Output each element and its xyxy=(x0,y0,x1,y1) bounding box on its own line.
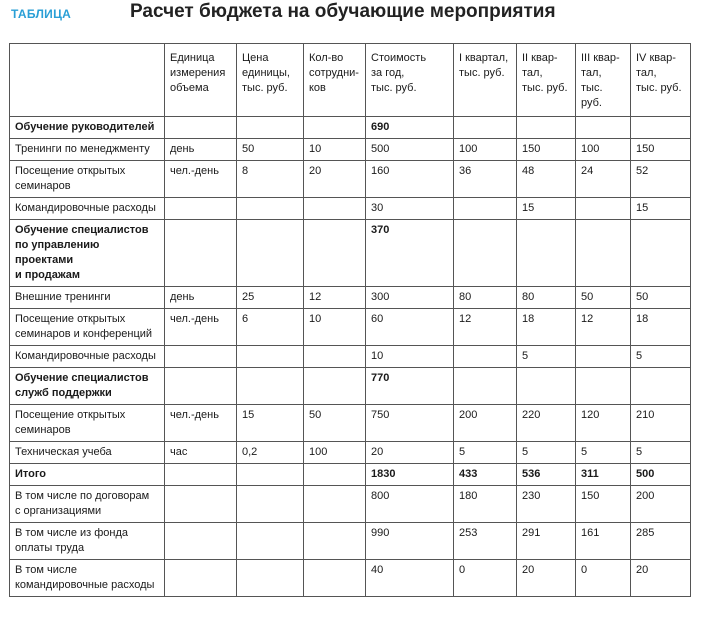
table-cell xyxy=(165,117,237,139)
table-cell: 285 xyxy=(631,523,691,560)
table-cell: 15 xyxy=(631,198,691,220)
table-cell xyxy=(454,368,517,405)
table-cell: 25 xyxy=(237,287,304,309)
table-cell xyxy=(165,523,237,560)
table-cell xyxy=(454,220,517,287)
section-row xyxy=(10,117,691,139)
table-body xyxy=(10,117,691,597)
column-header: Кол-во сотрудни- ков xyxy=(304,44,366,117)
table-cell: 200 xyxy=(631,486,691,523)
table-cell: час xyxy=(165,442,237,464)
table-cell: 433 xyxy=(454,464,517,486)
table-cell xyxy=(237,523,304,560)
column-header: IV квар- тал, тыс. руб. xyxy=(631,44,691,117)
table-cell: 50 xyxy=(576,287,631,309)
table-cell: 36 xyxy=(454,161,517,198)
table-row xyxy=(10,198,691,220)
row-label-cell: Обучение специалистов по управлению проектами и продажам xyxy=(10,220,165,287)
table-cell: 500 xyxy=(631,464,691,486)
table-cell: 300 xyxy=(366,287,454,309)
table-cell: 18 xyxy=(631,309,691,346)
row-label-cell: Внешние тренинги xyxy=(10,287,165,309)
table-row xyxy=(10,405,691,442)
table-cell: 5 xyxy=(454,442,517,464)
table-cell xyxy=(517,117,576,139)
row-label-cell: В том числе по договорам с организациями xyxy=(10,486,165,523)
header-row xyxy=(10,44,691,117)
table-cell: 50 xyxy=(237,139,304,161)
table-cell: 30 xyxy=(366,198,454,220)
table-cell xyxy=(304,368,366,405)
table-row xyxy=(10,560,691,597)
row-label-cell: Обучение специалистов служб поддержки xyxy=(10,368,165,405)
table-cell: 0,2 xyxy=(237,442,304,464)
table-cell: день xyxy=(165,287,237,309)
table-cell: 161 xyxy=(576,523,631,560)
table-cell xyxy=(237,486,304,523)
table-cell: 210 xyxy=(631,405,691,442)
table-cell xyxy=(237,346,304,368)
table-cell xyxy=(304,464,366,486)
table-cell: 52 xyxy=(631,161,691,198)
table-header xyxy=(10,44,691,117)
table-cell: 5 xyxy=(517,346,576,368)
row-label-cell: В том числе командировочные расходы xyxy=(10,560,165,597)
table-row xyxy=(10,161,691,198)
table-cell xyxy=(576,346,631,368)
table-cell: 0 xyxy=(576,560,631,597)
table-cell: 12 xyxy=(304,287,366,309)
table-cell: 100 xyxy=(304,442,366,464)
table-cell xyxy=(517,220,576,287)
table-cell: чел.-день xyxy=(165,161,237,198)
table-cell: 15 xyxy=(517,198,576,220)
table-cell: 311 xyxy=(576,464,631,486)
table-cell xyxy=(237,368,304,405)
table-cell: 20 xyxy=(366,442,454,464)
table-cell xyxy=(631,117,691,139)
section-row xyxy=(10,220,691,287)
section-row xyxy=(10,464,691,486)
table-row xyxy=(10,139,691,161)
table-cell: 800 xyxy=(366,486,454,523)
column-header: III квар- тал, тыс. руб. xyxy=(576,44,631,117)
table-cell xyxy=(631,220,691,287)
table-cell: 50 xyxy=(631,287,691,309)
table-cell: 120 xyxy=(576,405,631,442)
column-header: II квар- тал, тыс. руб. xyxy=(517,44,576,117)
table-row xyxy=(10,442,691,464)
table-cell: 160 xyxy=(366,161,454,198)
table-cell xyxy=(165,198,237,220)
table-cell: 20 xyxy=(517,560,576,597)
table-cell: 10 xyxy=(366,346,454,368)
table-cell xyxy=(237,464,304,486)
table-label: ТАБЛИЦА xyxy=(11,7,72,21)
table-row xyxy=(10,523,691,560)
row-label-cell: Посещение открытых семинаров и конференций xyxy=(10,309,165,346)
table-cell: 100 xyxy=(576,139,631,161)
table-cell xyxy=(304,560,366,597)
table-cell: 8 xyxy=(237,161,304,198)
table-cell xyxy=(631,368,691,405)
table-cell xyxy=(576,117,631,139)
table-cell xyxy=(165,486,237,523)
table-cell: 180 xyxy=(454,486,517,523)
row-label-cell: Обучение руководителей xyxy=(10,117,165,139)
table-cell xyxy=(576,368,631,405)
table-cell: 5 xyxy=(576,442,631,464)
row-label-cell: Итого xyxy=(10,464,165,486)
table-cell: 18 xyxy=(517,309,576,346)
table-cell: 60 xyxy=(366,309,454,346)
table-cell: 690 xyxy=(366,117,454,139)
column-header: I квартал, тыс. руб. xyxy=(454,44,517,117)
table-cell: 48 xyxy=(517,161,576,198)
table-cell: чел.-день xyxy=(165,405,237,442)
table-cell xyxy=(576,220,631,287)
table-cell xyxy=(237,560,304,597)
table-cell xyxy=(517,368,576,405)
table-cell xyxy=(165,560,237,597)
table-cell xyxy=(454,346,517,368)
table-cell: 220 xyxy=(517,405,576,442)
table-cell: 80 xyxy=(517,287,576,309)
table-cell: 253 xyxy=(454,523,517,560)
table-cell xyxy=(454,117,517,139)
table-cell xyxy=(304,198,366,220)
table-cell: 370 xyxy=(366,220,454,287)
table-cell: 15 xyxy=(237,405,304,442)
table-cell: 50 xyxy=(304,405,366,442)
column-header-item xyxy=(10,44,165,117)
row-label-cell: Посещение открытых семинаров xyxy=(10,405,165,442)
table-cell: 5 xyxy=(631,346,691,368)
table-cell: 200 xyxy=(454,405,517,442)
table-cell: 24 xyxy=(576,161,631,198)
table-cell xyxy=(237,117,304,139)
table-cell: 500 xyxy=(366,139,454,161)
table-cell: 770 xyxy=(366,368,454,405)
table-cell: 5 xyxy=(631,442,691,464)
column-header: Стоимость за год, тыс. руб. xyxy=(366,44,454,117)
table-cell: 80 xyxy=(454,287,517,309)
table-cell xyxy=(165,220,237,287)
table-cell xyxy=(237,198,304,220)
table-cell: 6 xyxy=(237,309,304,346)
table-cell: 20 xyxy=(304,161,366,198)
table-row xyxy=(10,486,691,523)
table-cell xyxy=(304,486,366,523)
row-label-cell: Техническая учеба xyxy=(10,442,165,464)
table-row xyxy=(10,346,691,368)
table-cell: 750 xyxy=(366,405,454,442)
table-cell: 990 xyxy=(366,523,454,560)
table-cell: 10 xyxy=(304,139,366,161)
table-cell xyxy=(304,117,366,139)
table-cell xyxy=(165,464,237,486)
table-cell: 0 xyxy=(454,560,517,597)
column-header: Цена единицы, тыс. руб. xyxy=(237,44,304,117)
row-label-cell: В том числе из фонда оплаты труда xyxy=(10,523,165,560)
table-cell: 100 xyxy=(454,139,517,161)
table-cell: 40 xyxy=(366,560,454,597)
table-cell: 536 xyxy=(517,464,576,486)
table-cell: чел.-день xyxy=(165,309,237,346)
table-cell xyxy=(165,346,237,368)
table-cell xyxy=(304,220,366,287)
table-cell: 12 xyxy=(576,309,631,346)
table-cell xyxy=(237,220,304,287)
row-label-cell: Командировочные расходы xyxy=(10,198,165,220)
table-cell: 5 xyxy=(517,442,576,464)
table-cell: день xyxy=(165,139,237,161)
table-cell xyxy=(576,198,631,220)
table-cell: 150 xyxy=(576,486,631,523)
row-label-cell: Тренинги по менеджменту xyxy=(10,139,165,161)
table-cell: 150 xyxy=(517,139,576,161)
table-row xyxy=(10,287,691,309)
column-header: Единица измерения объема xyxy=(165,44,237,117)
table-cell: 10 xyxy=(304,309,366,346)
table-cell: 150 xyxy=(631,139,691,161)
table-cell: 20 xyxy=(631,560,691,597)
section-row xyxy=(10,368,691,405)
table-cell xyxy=(304,346,366,368)
page-title: Расчет бюджета на обучающие мероприятия xyxy=(130,1,556,22)
table-cell: 1830 xyxy=(366,464,454,486)
table-cell xyxy=(304,523,366,560)
budget-table xyxy=(9,43,691,597)
row-label-cell: Посещение открытых семинаров xyxy=(10,161,165,198)
row-label-cell: Командировочные расходы xyxy=(10,346,165,368)
table-cell xyxy=(165,368,237,405)
table-cell xyxy=(454,198,517,220)
table-cell: 12 xyxy=(454,309,517,346)
table-cell: 291 xyxy=(517,523,576,560)
table-row xyxy=(10,309,691,346)
table-cell: 230 xyxy=(517,486,576,523)
